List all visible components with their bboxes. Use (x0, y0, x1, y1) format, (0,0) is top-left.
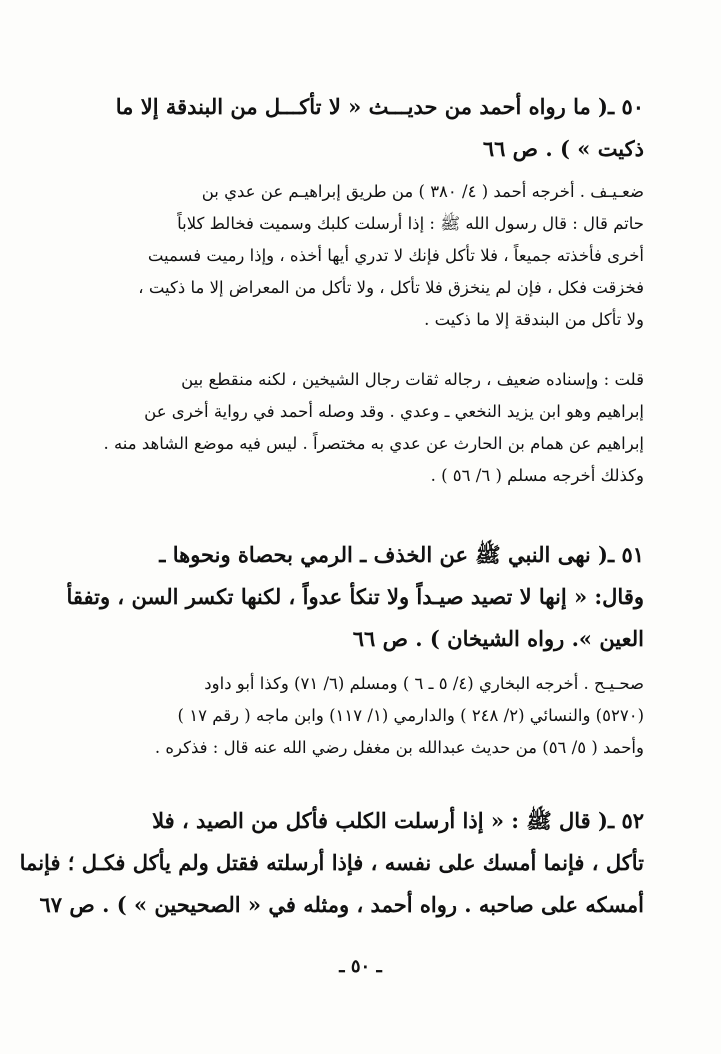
text-line: أمسكه على صاحبه . رواه أحمد ، ومثله في « الصحيحين » ) . ص ٦٧ (39, 892, 644, 917)
text-line: وأحمد ( ٥/ ٥٦) من حديث عبدالله بن مغفل رضي الله عنه قال : فذكره . (154, 738, 644, 757)
hadith-52-text (19, 800, 644, 926)
text-line: وقال: « إنها لا تصيد صيـداً ولا تنكأ عدواً ، لكنها تكسر السن ، وتفقأ (66, 584, 644, 609)
text-line: ذكيت » ) . ص ٦٦ (482, 136, 644, 161)
text-line: صحـيـح . أخرجه البخاري (٤/ ٥ ـ ٦ ) ومسلم (٦/ ٧١) وكذا أبو داود (204, 674, 644, 693)
text-line: أخرى فأخذته جميعاً ، فلا تأكل فإنك لا تدري أيها أخذه ، وإذا رميت فسميت (147, 246, 644, 265)
text-line: فخزقت فكل ، فإن لم ينخزق فلا تأكل ، ولا تأكل من المعراض إلا ما ذكيت ، (138, 278, 644, 297)
text-line: إبراهيم وهو ابن يزيد النخعي ـ وعدي . وقد وصله أحمد في رواية أخرى عن (144, 402, 644, 421)
text-line: حاتم قال : قال رسول الله ﷺ : إذا أرسلت كلبك وسميت فخالط كلاباً (177, 214, 644, 233)
text-line: تأكل ، فإنما أمسك على نفسه ، فإذا أرسلته فقتل ولم يأكل فكـل ؛ فإنما (19, 850, 644, 875)
text-line: ضعـيـف . أخرجه أحمد ( ٤/ ٣٨٠ ) من طريق إبراهيـم عن عدي بن (201, 182, 644, 201)
takhrij-50-paragraph-2 (92, 364, 644, 492)
text-line: ٥٠ ـ( ما رواه أحمد من حديـــث « لا تأكـــل من البندقة إلا ما (115, 94, 644, 119)
takhrij-50-paragraph-1 (92, 176, 644, 336)
text-line: ٥٢ ـ( قال ﷺ : « إذا أرسلت الكلب فأكل من الصيد ، فلا (152, 808, 644, 833)
text-line: (٥٢٧٠) والنسائي (٢/ ٢٤٨ ) والدارمي (١/ ١١٧) وابن ماجه ( رقم ١٧ ) (177, 706, 644, 725)
text-line: ولا تأكل من البندقة إلا ما ذكيت . (424, 310, 644, 329)
text-line: قلت : وإسناده ضعيف ، رجاله ثقات رجال الشيخين ، لكنه منقطع بين (181, 370, 644, 389)
text-line: ٥١ ـ( نهى النبي ﷺ عن الخذف ـ الرمي بحصاة ونحوها ـ (159, 542, 644, 567)
hadith-50-text (92, 86, 644, 170)
hadith-51-text (66, 534, 644, 660)
text-line: إبراهيم عن همام بن الحارث عن عدي به مختصراً . ليس فيه موضع الشاهد منه . (103, 434, 644, 453)
text-line: وكذلك أخرجه مسلم ( ٦/ ٥٦ ) . (430, 466, 644, 485)
takhrij-51-paragraph-1 (92, 668, 644, 764)
text-line: العين ». رواه الشيخان ) . ص ٦٦ (352, 626, 644, 651)
page-number: ـ ٥٠ ـ (339, 956, 382, 977)
